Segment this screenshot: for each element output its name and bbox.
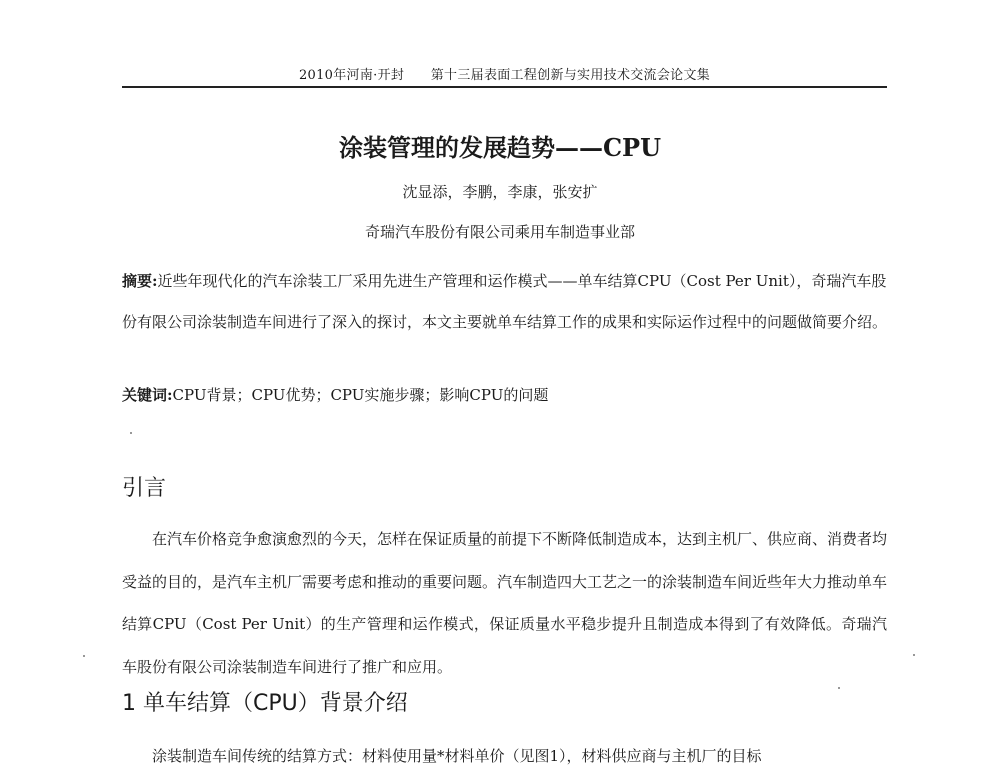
section-1-heading: 1 单车结算（CPU）背景介绍 (122, 691, 408, 716)
affiliation: 奇瑞汽车股份有限公司乘用车制造事业部 (364, 223, 635, 241)
intro-heading: 引言 (122, 476, 167, 501)
keywords-text: CPU背景；CPU优势；CPU实施步骤；影响CPU的问题 (172, 386, 549, 404)
authors: 沈显添，李鹏，李康，张安扩 (402, 183, 598, 201)
abstract-label: 摘要: (122, 272, 158, 290)
scan-speck (838, 687, 840, 689)
header-rule (122, 86, 887, 88)
paper-title: 涂装管理的发展趋势——CPU (338, 133, 662, 162)
intro-paragraph: 在汽车价格竞争愈演愈烈的今天，怎样在保证质量的前提下不断降低制造成本，达到主机厂、供应商、消费者均受益的目的，是汽车主机厂需要考虑和推动的重要问题。汽车制造四大工艺之一的涂装制造车间近些年大力推动单车结算CPU（Cost Per Unit）的生产管理和运作模式，保证质量水平稳步提升且制造成本得到了有效降低。奇瑞汽车股份有限公司涂装制造车间进行了推广和应用。 (122, 530, 888, 676)
scan-speck (913, 654, 915, 656)
abstract (122, 261, 887, 343)
running-header: 2010年河南·开封 第十三届表面工程创新与实用技术交流会论文集 (298, 68, 711, 83)
scan-speck (83, 655, 85, 657)
abstract-text: 近些年现代化的汽车涂装工厂采用先进生产管理和运作模式——单车结算CPU（Cost Per Unit），奇瑞汽车股份有限公司涂装制造车间进行了深入的探讨，本文主要就单车结算工作的成果和实际运作过程中的问题做简要介绍。 (122, 272, 888, 331)
keywords (122, 384, 887, 405)
scan-speck (130, 432, 132, 434)
section-1-paragraph: 涂装制造车间传统的结算方式：材料使用量*材料单价（见图1），材料供应商与主机厂的目标 (152, 747, 762, 765)
keywords-label: 关键词: (122, 386, 173, 404)
